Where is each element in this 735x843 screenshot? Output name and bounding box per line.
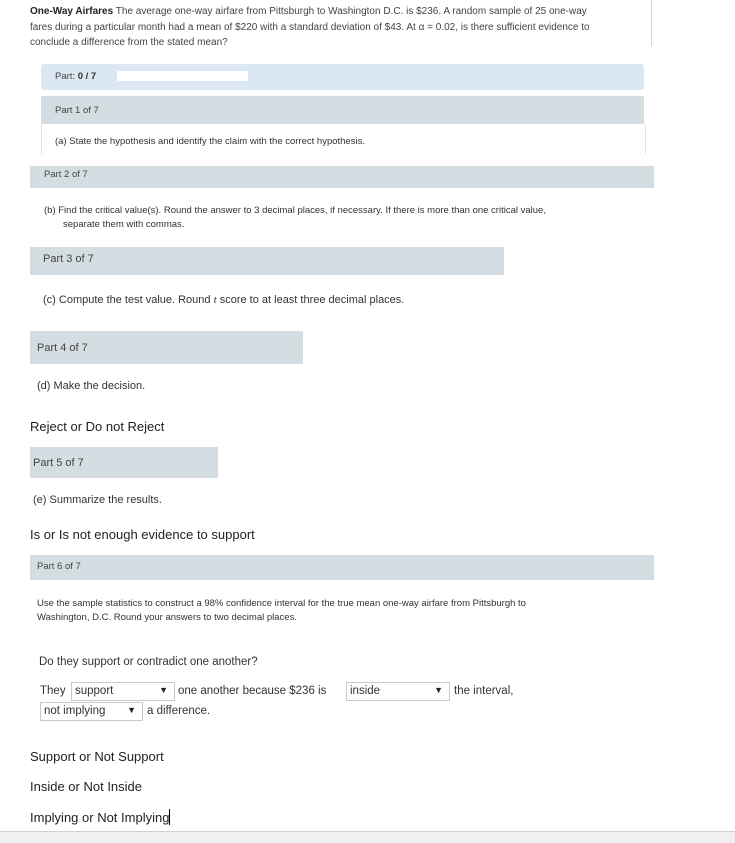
problem-text-line1: The average one-way airfare from Pittsburgh to Washington D.C. is $236. A random sample of 25 one-way <box>115 6 587 17</box>
chevron-down-icon: ▼ <box>159 685 168 695</box>
problem-text-line3: conclude a difference from the stated mean? <box>30 37 228 48</box>
part-1-header[interactable]: Part 1 of 7 <box>41 96 644 124</box>
part-6-header[interactable]: Part 6 of 7 <box>30 555 654 580</box>
problem-text-line2: fares during a particular month had a mean of $220 with a standard deviation of $43. At α = 0.02, is there sufficient evidence to <box>30 21 590 33</box>
progress-value: 0 / 7 <box>77 71 97 82</box>
problem-title: One-Way Airfares <box>30 6 114 17</box>
summary-note: Is or Is not enough evidence to support <box>30 527 255 542</box>
support-select[interactable]: support ▼ <box>71 682 175 701</box>
implying-select[interactable]: not implying ▼ <box>40 702 143 721</box>
interval-text: the interval, <box>454 685 514 697</box>
difference-text: a difference. <box>147 705 211 717</box>
part-4-header[interactable]: Part 4 of 7 <box>30 331 303 364</box>
implying-note[interactable]: Implying or Not Implying <box>30 810 170 825</box>
part-3-text: (c) Compute the test value. Round t score to at least three decimal places. <box>43 294 405 306</box>
inside-note: Inside or Not Inside <box>30 779 143 794</box>
problem-border <box>651 0 652 46</box>
inside-select[interactable]: inside ▼ <box>346 682 450 701</box>
part-5-text: (e) Summarize the results. <box>33 494 162 506</box>
part-5-header[interactable]: Part 5 of 7 <box>30 447 218 478</box>
decision-note: Reject or Do not Reject <box>30 419 165 434</box>
because-text: one another because $236 is <box>178 685 327 697</box>
part-2-text: (b) Find the critical value(s). Round the answer to 3 decimal places, if necessary. If there is more than one critical value, separate them with commas. <box>44 205 546 230</box>
progress-label: Part: 0 / 7 <box>55 71 97 82</box>
part-2-header[interactable]: Part 2 of 7 <box>30 166 654 188</box>
part-6-text: Use the sample statistics to construct a 98% confidence interval for the true mean one-way airfare from Pittsburgh to Washington, D.C. Round your answers to two decimal places. <box>37 598 526 623</box>
part-1-text: (a) State the hypothesis and identify the claim with the correct hypothesis. <box>55 136 365 147</box>
part-6-question: Do they support or contradict one another? <box>39 656 258 668</box>
problem-statement <box>30 4 650 51</box>
part-3-header[interactable]: Part 3 of 7 <box>30 247 504 275</box>
they-label: They <box>40 685 66 697</box>
chevron-down-icon: ▼ <box>127 705 136 715</box>
progress-bar <box>117 71 248 81</box>
chevron-down-icon: ▼ <box>434 685 443 695</box>
text-cursor <box>169 809 170 825</box>
bottom-scroll-bar[interactable] <box>0 831 735 843</box>
support-note: Support or Not Support <box>30 749 164 764</box>
part-4-text: (d) Make the decision. <box>37 380 146 392</box>
progress-box <box>41 64 644 90</box>
